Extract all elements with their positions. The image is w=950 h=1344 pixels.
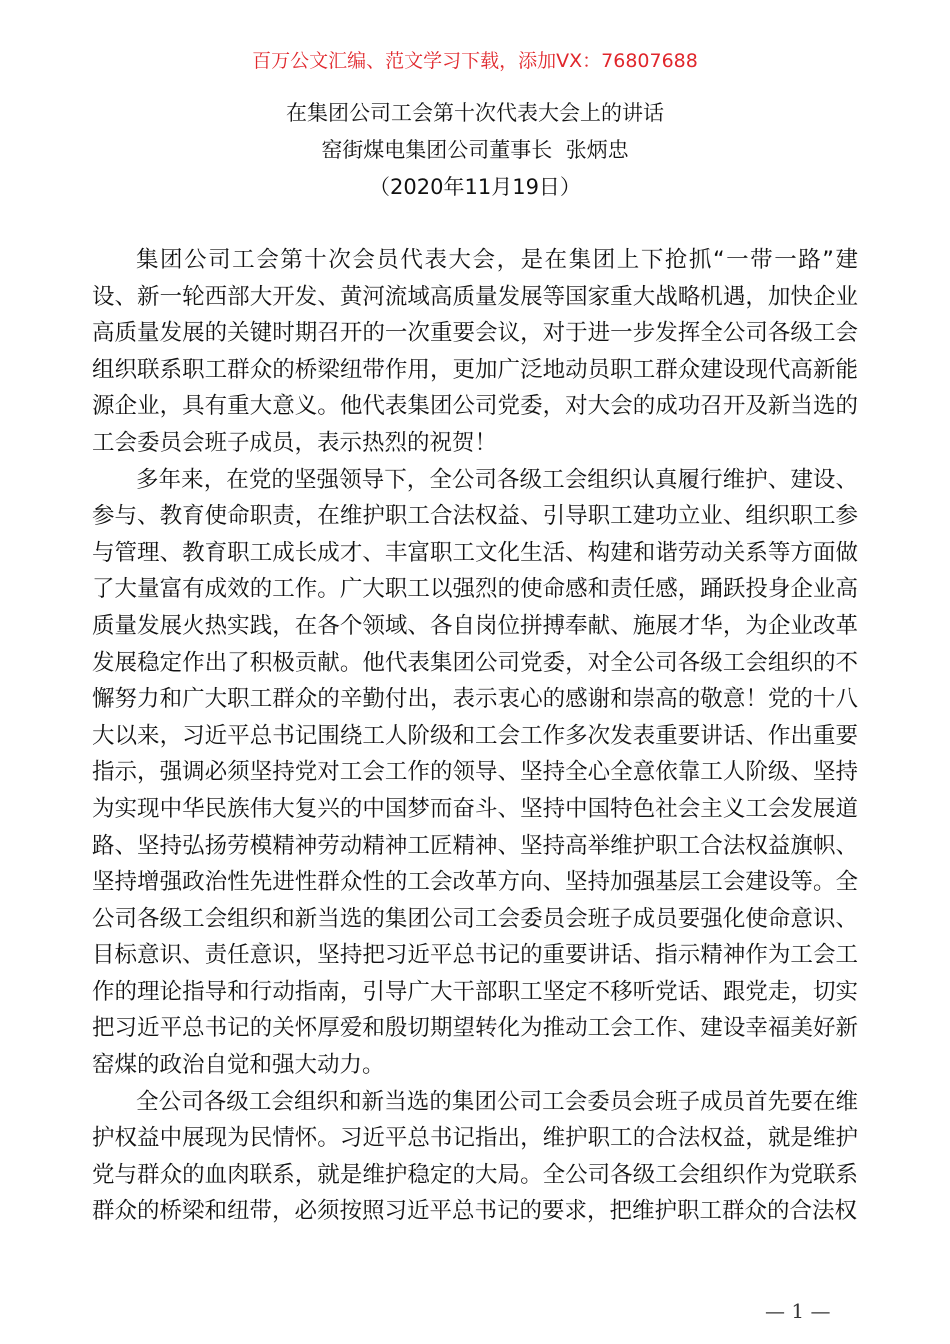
paragraph-line: 群众的桥梁和纽带，必须按照习近平总书记的要求，把维护职工群众的合法权: [92, 1198, 858, 1225]
paragraph-line: 与管理、教育职工成长成才、丰富职工文化生活、构建和谐劳动关系等方面做: [92, 539, 858, 566]
paragraph-line: 指示，强调必须坚持党对工会工作的领导、坚持全心全意依靠工人阶级、坚持: [92, 759, 858, 786]
paragraph-line: 高质量发展的关键时期召开的一次重要会议，对于进一步发挥全公司各级工会: [92, 320, 858, 347]
paragraph-line: 组织联系职工群众的桥梁纽带作用，更加广泛地动员职工群众建设现代高新能: [92, 356, 858, 383]
paragraph-line: 目标意识、责任意识，坚持把习近平总书记的重要讲话、指示精神作为工会工: [92, 942, 858, 969]
paragraph-line: 工会委员会班子成员，表示热烈的祝贺！: [92, 429, 498, 456]
watermark-banner: 百万公文汇编、范文学习下载，添加VX：76807688: [252, 50, 698, 72]
paragraph-line: 党与群众的血肉联系，就是维护稳定的大局。全公司各级工会组织作为党联系: [92, 1161, 858, 1188]
document-author: 窑街煤电集团公司董事长 张炳忠: [321, 138, 629, 162]
paragraph-line: 坚持增强政治性先进性群众性的工会改革方向、坚持加强基层工会建设等。全: [92, 869, 858, 896]
paragraph-line: 集团公司工会第十次会员代表大会，是在集团上下抢抓“一带一路”建: [136, 247, 858, 273]
paragraph-line: 质量发展火热实践，在各个领域、各自岗位拼搏奉献、施展才华，为企业改革: [92, 612, 858, 639]
paragraph-line: 全公司各级工会组织和新当选的集团公司工会委员会班子成员首先要在维: [136, 1088, 858, 1115]
paragraph-line: 参与、教育使命职责，在维护职工合法权益、引导职工建功立业、组织职工参: [92, 503, 858, 530]
paragraph-line: 作的理论指导和行动指南，引导广大干部职工坚定不移听党话、跟党走，切实: [92, 978, 858, 1005]
paragraph-line: 窑煤的政治自觉和强大动力。: [92, 1052, 385, 1079]
paragraph-line: 路、坚持弘扬劳模精神劳动精神工匠精神、坚持高举维护职工合法权益旗帜、: [92, 832, 858, 859]
paragraph: [92, 1084, 858, 1230]
paragraph-line: 懈努力和广大职工群众的辛勤付出，表示衷心的感谢和崇高的敬意！党的十八: [92, 686, 858, 713]
document-body: [92, 242, 858, 1230]
paragraph-line: 为实现中华民族伟大复兴的中国梦而奋斗、坚持中国特色社会主义工会发展道: [92, 795, 858, 822]
paragraph-line: 源企业，具有重大意义。他代表集团公司党委，对大会的成功召开及新当选的: [92, 393, 858, 420]
paragraph: [92, 242, 858, 462]
document-date: （2020年11月19日）: [369, 175, 581, 199]
paragraph-line: 公司各级工会组织和新当选的集团公司工会委员会班子成员要强化使命意识、: [92, 905, 858, 932]
paragraph: [92, 462, 858, 1084]
document-title: 在集团公司工会第十次代表大会上的讲话: [286, 101, 664, 125]
paragraph-line: 设、新一轮西部大开发、黄河流域高质量发展等国家重大战略机遇，加快企业: [92, 283, 858, 310]
paragraph-line: 大以来，习近平总书记围绕工人阶级和工会工作多次发表重要讲话、作出重要: [92, 722, 858, 749]
paragraph-line: 了大量富有成效的工作。广大职工以强烈的使命感和责任感，踊跃投身企业高: [92, 576, 858, 603]
paragraph-line: 护权益中展现为民情怀。习近平总书记指出，维护职工的合法权益，就是维护: [92, 1125, 858, 1152]
paragraph-line: 发展稳定作出了积极贡献。他代表集团公司党委，对全公司各级工会组织的不: [92, 649, 858, 676]
page-number: — 1 —: [765, 1299, 831, 1323]
paragraph-line: 把习近平总书记的关怀厚爱和殷切期望转化为推动工会工作、建设幸福美好新: [92, 1015, 858, 1042]
paragraph-line: 多年来，在党的坚强领导下，全公司各级工会组织认真履行维护、建设、: [136, 466, 858, 493]
